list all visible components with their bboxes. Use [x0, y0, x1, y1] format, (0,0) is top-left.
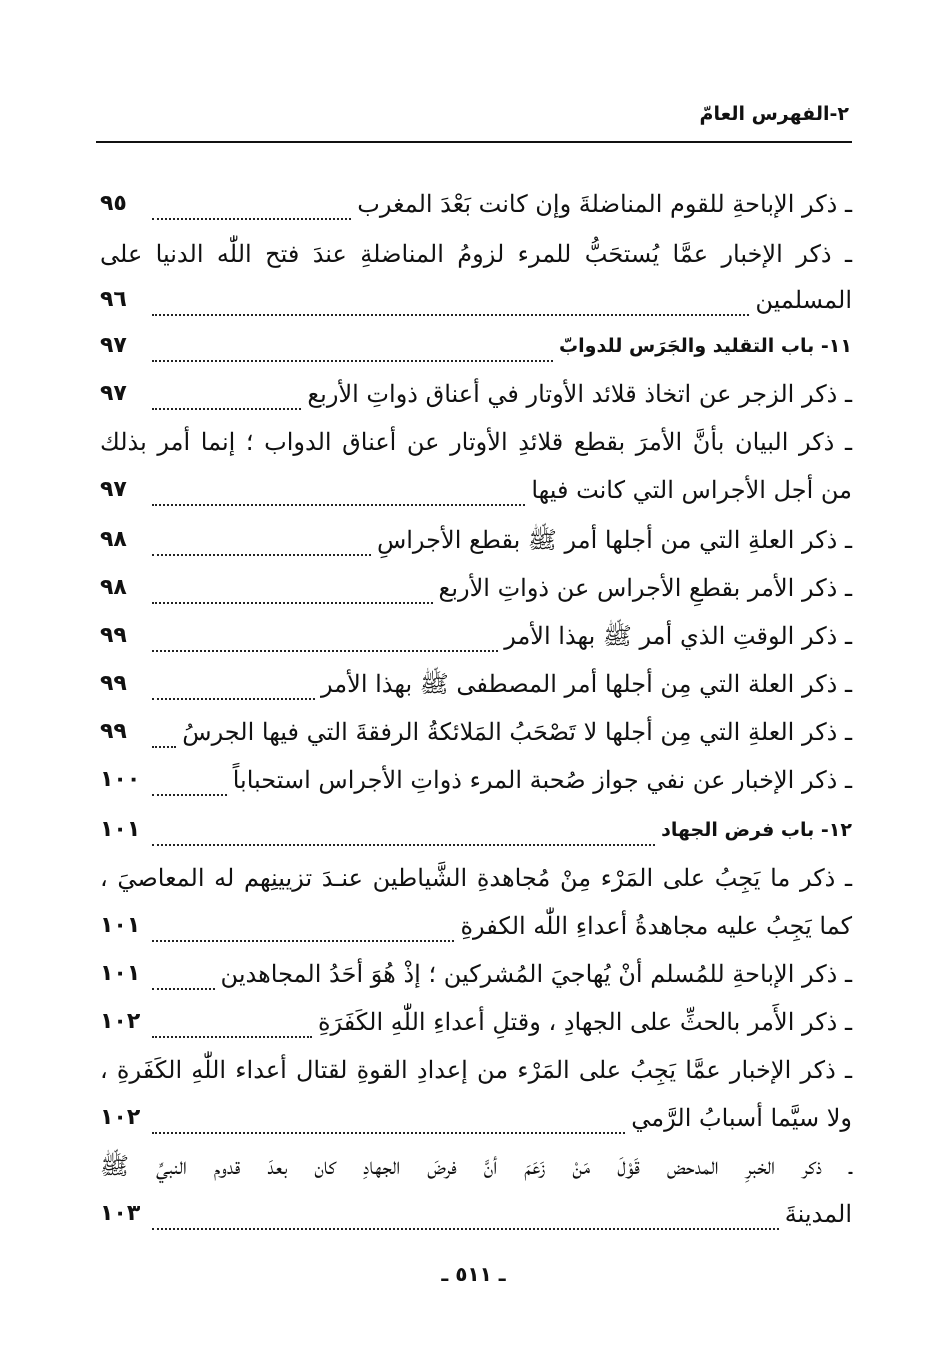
index-entry-text: ـ ذكر الزجر عن اتخاذ قلائد الأوتار في أعناق ذواتِ الأربع: [307, 380, 852, 408]
index-entry-row: [100, 466, 852, 514]
index-entry-row: [100, 1190, 852, 1238]
dot-leader: [152, 284, 749, 316]
index-entry-row: [100, 370, 852, 418]
dot-leader: [152, 572, 433, 604]
index-entry-row: [100, 902, 852, 950]
index-entry-text: ـ ذكر الإخبار عن نفي جواز صُحبة المرء ذواتِ الأجراس استحباباً: [232, 766, 852, 794]
entry-page-number: ١٠٠: [100, 767, 141, 792]
index-entry-text: المسلمين: [755, 286, 852, 314]
index-entry-text: ـ ذكر الأَمر بالحثِّ على الجهادِ ، وقتلِ أعداءِ اللّٰهِ الكَفَرَةِ: [317, 1008, 852, 1036]
entry-page-number: ١٠٣: [100, 1201, 141, 1226]
index-entry-text: ـ ذكر الإباحةِ للمُسلم أنْ يُهاجيَ المُشركين ؛ إذْ هُوَ أحَدُ المجاهدين: [220, 960, 852, 988]
index-entry-row: [100, 660, 852, 708]
page-number: ـ ٥١١ ـ: [441, 1262, 506, 1286]
dot-leader: [152, 620, 498, 652]
chapter-heading-text: ١٢- باب فرض الجهاد: [661, 819, 852, 841]
dot-leader: [152, 764, 227, 796]
header-rule: [96, 141, 852, 143]
index-entry-row: [100, 1142, 852, 1190]
entry-page-number: ٩٧: [100, 477, 127, 502]
entry-page-number: ١٠١: [100, 913, 141, 938]
index-entry-text: المدينةَ: [784, 1200, 852, 1228]
dot-leader: [152, 1006, 312, 1038]
index-entry-text: ولا سيَّما أسبابُ الرَّمي: [631, 1104, 852, 1132]
index-entry-text: كما يَجِبُ عليه مجاهدةُ أعداءِ اللّٰه الكفرةِ: [460, 912, 852, 940]
entry-page-number: ٩٩: [100, 671, 127, 696]
entry-page-number: ٩٥: [100, 191, 127, 216]
dot-leader: [152, 524, 371, 556]
index-entry-text: ـ ذكر العلة التي مِن أجلها أمر المصطفى ﷺ بهذا الأمر: [321, 670, 852, 698]
index-entry-text: ـ ذكر الخبرِ المدحض قَوْلَ مَنْ زَعَمَ أنَّ فرضَ الجهادِ كان بعدَ قدوم النبيِّ ﷺ: [100, 1152, 852, 1180]
dot-leader: [152, 474, 525, 506]
entry-page-number: ٩٧: [100, 381, 127, 406]
dot-leader: [152, 668, 315, 700]
entry-page-number: ٩٨: [100, 575, 127, 600]
index-entry-row: [100, 1094, 852, 1142]
entry-page-number: ٩٧: [100, 333, 127, 358]
entry-page-number: ٩٦: [100, 287, 127, 312]
dot-leader: [152, 1102, 625, 1134]
index-entry-row: [100, 1046, 852, 1094]
entry-page-number: ١٠٢: [100, 1105, 141, 1130]
dot-leader: [152, 716, 176, 748]
dot-leader: [152, 188, 351, 220]
chapter-heading-row: [100, 322, 852, 370]
index-entry-row: [100, 612, 852, 660]
entry-page-number: ٩٨: [100, 527, 127, 552]
index-entry-text: ـ ذكر ما يَجِبُ على المَرْء مِنْ مُجاهدةِ الشَّياطين عنـدَ تزيينِهم له المعاصيَ ،: [100, 864, 852, 892]
dot-leader: [152, 330, 553, 362]
index-entry-row: [100, 564, 852, 612]
index-entry-row: [100, 418, 852, 466]
entry-page-number: ١٠٢: [100, 1009, 141, 1034]
entry-page-number: ٩٩: [100, 623, 127, 648]
dot-leader: [152, 910, 454, 942]
index-entry-text: من أجل الأجراس التي كانت فيها: [531, 476, 852, 504]
index-entry-text: ـ ذكر الإخبار عمَّا يُستحَبُّ للمرء لزومُ المناضلةِ عندَ فتح اللّٰه الدنيا على: [100, 240, 852, 268]
index-entry-row: [100, 276, 852, 324]
running-header-title: ٢-الفهرس العامّ: [699, 103, 849, 125]
index-entry-text: ـ ذكر البيان بأنَّ الأمرَ بقطع قلائدِ الأوتار عن أعناق الدواب ؛ إنما أمر بذلك: [100, 428, 852, 456]
index-entry-row: [100, 230, 852, 278]
index-entry-row: [100, 950, 852, 998]
dot-leader: [152, 1198, 779, 1230]
index-entry-row: [100, 756, 852, 804]
dot-leader: [152, 814, 655, 846]
index-entry-text: ـ ذكر الإباحةِ للقوم المناضلةَ وإن كانت بَعْدَ المغرب: [357, 190, 852, 218]
index-entry-text: ـ ذكر العلةِ التي مِن أجلها لا تَصْحَبُ المَلائكةُ الرفقةَ التي فيها الجرسُ: [182, 718, 852, 746]
index-entry-row: [100, 516, 852, 564]
index-entry-row: [100, 854, 852, 902]
chapter-heading-text: ١١- باب التقليد والجَرَس للدوابّ: [559, 335, 852, 357]
index-entry-text: ـ ذكر الأمر بقطعِ الأجراس عن ذواتِ الأربع: [438, 574, 852, 602]
index-entry-row: [100, 180, 852, 228]
index-entry-row: [100, 998, 852, 1046]
entry-page-number: ٩٩: [100, 719, 127, 744]
index-entry-text: ـ ذكر الإخبار عمَّا يَجِبُ على المَرْء من إعدادِ القوةِ لقتال أعداء اللّٰهِ الكَفَرةِ ،: [100, 1056, 852, 1084]
entry-page-number: ١٠١: [100, 961, 141, 986]
chapter-heading-row: [100, 806, 852, 854]
index-entry-row: [100, 708, 852, 756]
dot-leader: [152, 378, 301, 410]
dot-leader: [152, 958, 215, 990]
index-entry-text: ـ ذكر الوقتِ الذي أمر ﷺ بهذا الأمر: [504, 622, 852, 650]
entry-page-number: ١٠١: [100, 817, 141, 842]
index-entry-text: ـ ذكر العلةِ التي من أجلها أمر ﷺ بقطع الأجراسِ: [376, 526, 852, 554]
